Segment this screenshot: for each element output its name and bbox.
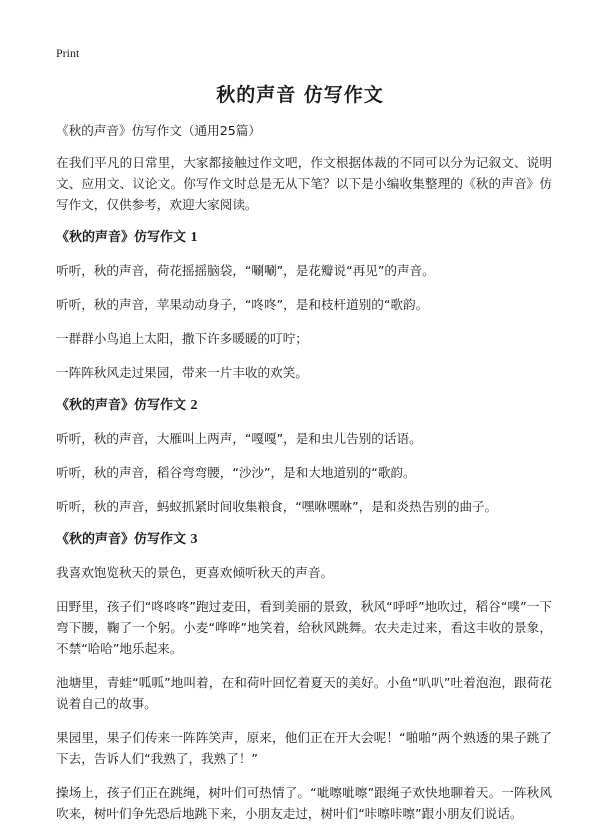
paragraph: 听听，秋的声音，大雁叫上两声，“嘎嘎”，是和虫儿告别的话语。 [56,431,422,446]
section-heading-text: 《秋的声音》仿写作文 [56,230,187,245]
page-title: 秋的声音 仿写作文 [216,84,384,106]
intro-paragraph: 在我们平凡的日常里，大家都接触过作文吧，作文根据体裁的不同可以分为记叙文、说明文、应用文、议论文。你写作文时总是无从下笔？以下是小编收集整理的《秋的声音》仿写作文，仅供参考，欢迎大家阅读。 [56,155,552,212]
article-body [56,120,552,837]
section-heading-text: 《秋的声音》仿写作文 [56,532,187,547]
section-heading-number: 1 [190,230,198,245]
paragraph: 听听，秋的声音，荷花摇摇脑袋，“唰唰”，是花瓣说“再见”的声音。 [56,263,435,278]
article-subtitle: 《秋的声音》仿写作文（通用25篇） [56,123,261,138]
paragraph: 田野里，孩子们“咚咚咚”跑过麦田，看到美丽的景致，秋风“呼呼”地吹过，稻谷“噗”一下弯下腰，鞠了一个躬。小麦“哗哗”地笑着，给秋风跳舞。农夫走过来，看这丰收的景象，不禁“哈哈”地乐起来。 [56,599,552,656]
paragraph: 我喜欢饱览秋天的景色，更喜欢倾听秋天的声音。 [56,565,334,580]
paragraph: 操场上，孩子们正在跳绳，树叶们可热情了。“呲嚓呲嚓”跟绳子欢快地聊着天。一阵秋风吹来，树叶们争先恐后地跳下来，小朋友走过，树叶们“咔嚓咔嚓”跟小朋友们说话。 [56,785,552,821]
paragraph: 一阵阵秋风走过果园，带来一片丰收的欢笑。 [56,365,308,380]
section-heading [56,228,552,248]
section-heading [56,396,552,416]
paragraph: 池塘里，青蛙“呱呱”地叫着，在和荷叶回忆着夏天的美好。小鱼“叭叭”吐着泡泡，跟荷花说着自己的故事。 [56,675,552,711]
section-heading-number: 2 [190,398,198,413]
section-heading-number: 3 [190,532,198,547]
section-heading [56,530,552,550]
paragraph: 一群群小鸟追上太阳，撒下许多暖暖的叮咛； [56,331,308,346]
paragraph: 听听，秋的声音，蚂蚁抓紧时间收集粮食，“嘿咻嘿咻”，是和炎热告别的曲子。 [56,499,498,514]
paragraph: 听听，秋的声音，苹果动动身子，“咚咚”，是和枝杆道别的“歌韵。 [56,297,429,312]
paragraph: 果园里，果子们传来一阵阵笑声，原来，他们正在开大会呢！“啪啪”两个熟透的果子跳了下去，告诉人们“我熟了，我熟了！” [56,730,552,766]
paragraph: 听听，秋的声音，稻谷弯弯腰，“沙沙”，是和大地道别的“歌韵。 [56,465,416,480]
print-link[interactable]: Print [56,46,80,60]
section-heading-text: 《秋的声音》仿写作文 [56,398,187,413]
